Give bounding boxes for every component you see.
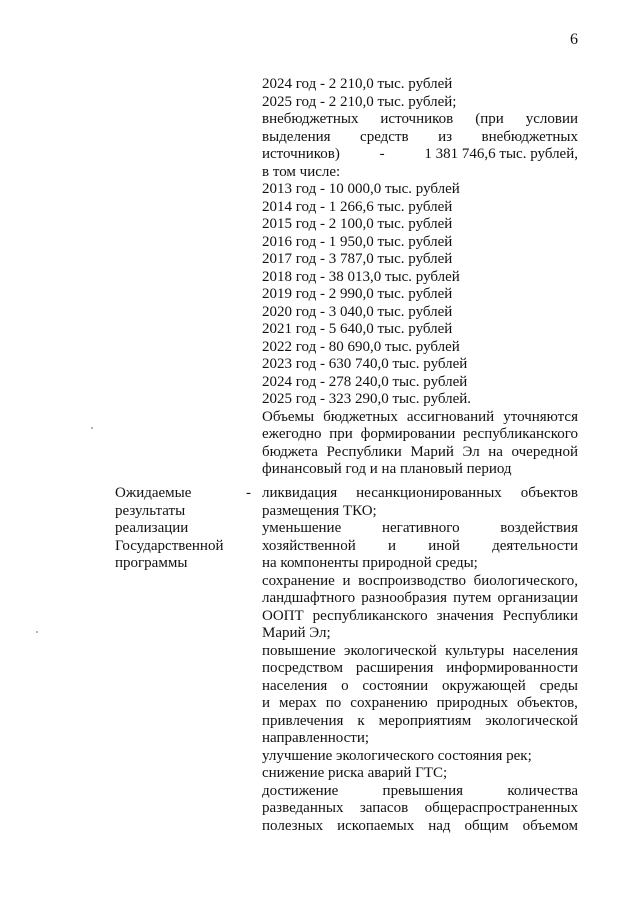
- result-line: ландшафтного разнообразия путем организации: [262, 590, 578, 606]
- note-line: ежегодно при формировании республиканского: [262, 426, 578, 442]
- result-line: повышение экологической культуры населения: [262, 642, 578, 659]
- result-line: размещения ТКО;: [262, 502, 377, 519]
- result-line: уменьшение негативного воздействия: [262, 520, 578, 536]
- page-number: 6: [570, 31, 578, 48]
- label-dash: -: [246, 485, 251, 501]
- year-line: 2018 год - 38 013,0 тыс. рублей: [262, 268, 460, 285]
- scan-speck: [91, 427, 93, 429]
- label-line: Ожидаемые: [115, 485, 192, 501]
- result-line: разведанных запасов общераспространенных: [262, 800, 578, 816]
- result-line: снижение риска аварий ГТС;: [262, 765, 448, 781]
- result-line: привлечения к мероприятиям экологической: [262, 712, 578, 729]
- note-line: финансовый год и на плановый период: [262, 461, 512, 477]
- result-line: посредством расширения информированности: [262, 660, 578, 676]
- scan-speck: [36, 631, 38, 633]
- result-line: ликвидация несанкционированных объектов: [262, 485, 578, 501]
- year-line: 2019 год - 2 990,0 тыс. рублей: [262, 286, 453, 302]
- funding-line: 2025 год - 2 210,0 тыс. рублей;: [262, 93, 457, 110]
- result-line: ООПТ республиканского значения Республики: [262, 607, 578, 624]
- result-line: сохранение и воспроизводство биологического,: [262, 572, 578, 589]
- result-line: на компоненты природной среды;: [262, 555, 478, 571]
- year-line: 2017 год - 3 787,0 тыс. рублей: [262, 251, 453, 267]
- extrabudget-line: выделения средств из внебюджетных: [262, 128, 578, 145]
- year-line: 2021 год - 5 640,0 тыс. рублей: [262, 321, 453, 337]
- year-line: 2024 год - 278 240,0 тыс. рублей: [262, 373, 468, 390]
- year-line: 2014 год - 1 266,6 тыс. рублей: [262, 198, 453, 215]
- result-line: полезных ископаемых над общим объемом: [262, 817, 578, 834]
- extrabudget-line: источников) - 1 381 746,6 тыс. рублей,: [262, 146, 578, 162]
- result-line: улучшение экологического состояния рек;: [262, 747, 532, 764]
- year-line: 2020 год - 3 040,0 тыс. рублей: [262, 303, 453, 320]
- expected-results-label: [115, 485, 223, 573]
- result-line: Марий Эл;: [262, 625, 331, 641]
- year-line: 2025 год - 323 290,0 тыс. рублей.: [262, 391, 472, 407]
- funding-line: 2024 год - 2 210,0 тыс. рублей: [262, 76, 453, 92]
- label-line: Государственной: [115, 537, 224, 554]
- year-line: 2016 год - 1 950,0 тыс. рублей: [262, 233, 453, 250]
- including-line: в том числе:: [262, 163, 341, 180]
- label-line: результаты: [115, 502, 186, 519]
- year-line: 2023 год - 630 740,0 тыс. рублей: [262, 356, 468, 372]
- funding-section: [262, 76, 578, 479]
- result-line: хозяйственной и иной деятельности: [262, 537, 578, 554]
- result-line: достижение превышения количества: [262, 782, 578, 799]
- label-line: программы: [115, 555, 188, 571]
- note-line: бюджета Республики Марий Эл на очередной: [262, 443, 578, 460]
- year-line: 2022 год - 80 690,0 тыс. рублей: [262, 338, 460, 355]
- result-line: и мерах по сохранению природных объектов,: [262, 695, 578, 711]
- result-line: населения о состоянии окружающей среды: [262, 677, 578, 694]
- year-line: 2013 год - 10 000,0 тыс. рублей: [262, 181, 460, 197]
- result-line: направленности;: [262, 730, 370, 746]
- extrabudget-line: внебюджетных источников (при условии: [262, 111, 578, 127]
- note-line: Объемы бюджетных ассигнований уточняются: [262, 408, 578, 425]
- year-line: 2015 год - 2 100,0 тыс. рублей: [262, 216, 453, 232]
- label-line: реализации: [115, 520, 189, 536]
- expected-results-list: [262, 485, 578, 835]
